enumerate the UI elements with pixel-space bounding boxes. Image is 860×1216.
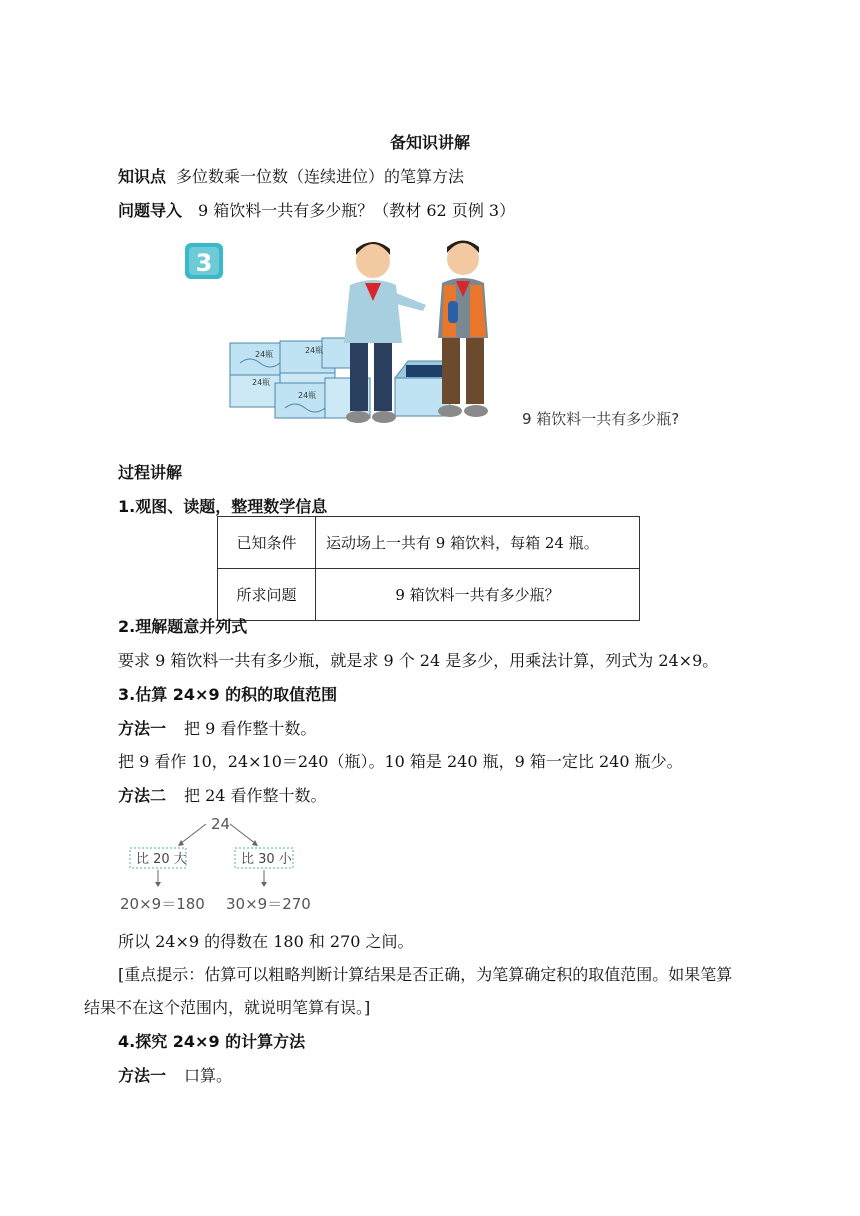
known-value: 运动场上一共有 9 箱饮料，每箱 24 瓶。 <box>316 517 640 569</box>
svg-text:24瓶: 24瓶 <box>305 346 324 355</box>
drink-boxes <box>230 338 450 418</box>
ask-value: 9 箱饮料一共有多少瓶？ <box>316 569 640 621</box>
illustration-caption: 9 箱饮料一共有多少瓶? <box>522 410 680 428</box>
left-equation: 20×9＝180 <box>120 895 205 913</box>
estimate-conclusion: 所以 24×9 的得数在 180 和 270 之间。 <box>118 932 414 951</box>
knowledge-text: 多位数乘一位数（连续进位）的笔算方法 <box>176 167 465 186</box>
step2-text: 要求 9 箱饮料一共有多少瓶，就是求 9 个 24 是多少，用乘法计算，列式为 24×9。 <box>118 651 719 670</box>
estimation-tree <box>118 812 338 917</box>
intro-label: 问题导入 <box>118 201 183 220</box>
info-table <box>217 516 640 621</box>
svg-text:比 20 大: 比 20 大 <box>136 852 187 867</box>
svg-text:24瓶: 24瓶 <box>255 350 274 359</box>
hint-line-1: [重点提示：估算可以粗略判断计算结果是否正确，为笔算确定积的取值范围。如果笔算 <box>118 965 733 984</box>
step1-heading: 1.观图、读题，整理数学信息 <box>118 497 328 516</box>
boy-right <box>438 241 488 418</box>
textbook-illustration <box>180 233 710 438</box>
knowledge-point <box>118 164 464 187</box>
tree-root: 24 <box>211 815 231 833</box>
step4-method1-label: 方法一 <box>118 1066 167 1085</box>
step3-method2 <box>118 783 327 806</box>
method1-label: 方法一 <box>118 719 167 738</box>
example-number-badge <box>185 243 223 279</box>
hint-line-2: 结果不在这个范围内，就说明笔算有误。] <box>84 998 371 1017</box>
method2-label: 方法二 <box>118 786 167 805</box>
step4-method1 <box>118 1063 232 1086</box>
knowledge-label: 知识点 <box>118 167 167 186</box>
method1-text: 把 9 看作整十数。 <box>184 719 317 738</box>
right-equation: 30×9＝270 <box>226 895 311 913</box>
page-title: 备知识讲解 <box>389 133 470 152</box>
step3-method1 <box>118 716 316 739</box>
intro-line <box>118 198 515 221</box>
badge-number: 3 <box>195 249 213 277</box>
table-row <box>218 569 640 621</box>
step2-heading: 2.理解题意并列式 <box>118 617 248 636</box>
table-row <box>218 517 640 569</box>
step4-heading: 4.探究 24×9 的计算方法 <box>118 1032 306 1051</box>
svg-text:24瓶: 24瓶 <box>252 378 271 387</box>
method2-text: 把 24 看作整十数。 <box>184 786 327 805</box>
known-label: 已知条件 <box>218 517 316 569</box>
svg-text:24瓶: 24瓶 <box>298 391 317 400</box>
svg-text:比 30 小: 比 30 小 <box>241 852 292 867</box>
step3-heading: 3.估算 24×9 的积的取值范围 <box>118 685 338 704</box>
intro-text: 9 箱饮料一共有多少瓶？（教材 62 页例 3） <box>198 201 516 220</box>
process-heading: 过程讲解 <box>118 463 183 482</box>
step4-method1-text: 口算。 <box>184 1066 233 1085</box>
method1-detail: 把 9 看作 10，24×10＝240（瓶）。10 箱是 240 瓶，9 箱一定比 240 瓶少。 <box>118 752 683 771</box>
ask-label: 所求问题 <box>218 569 316 621</box>
